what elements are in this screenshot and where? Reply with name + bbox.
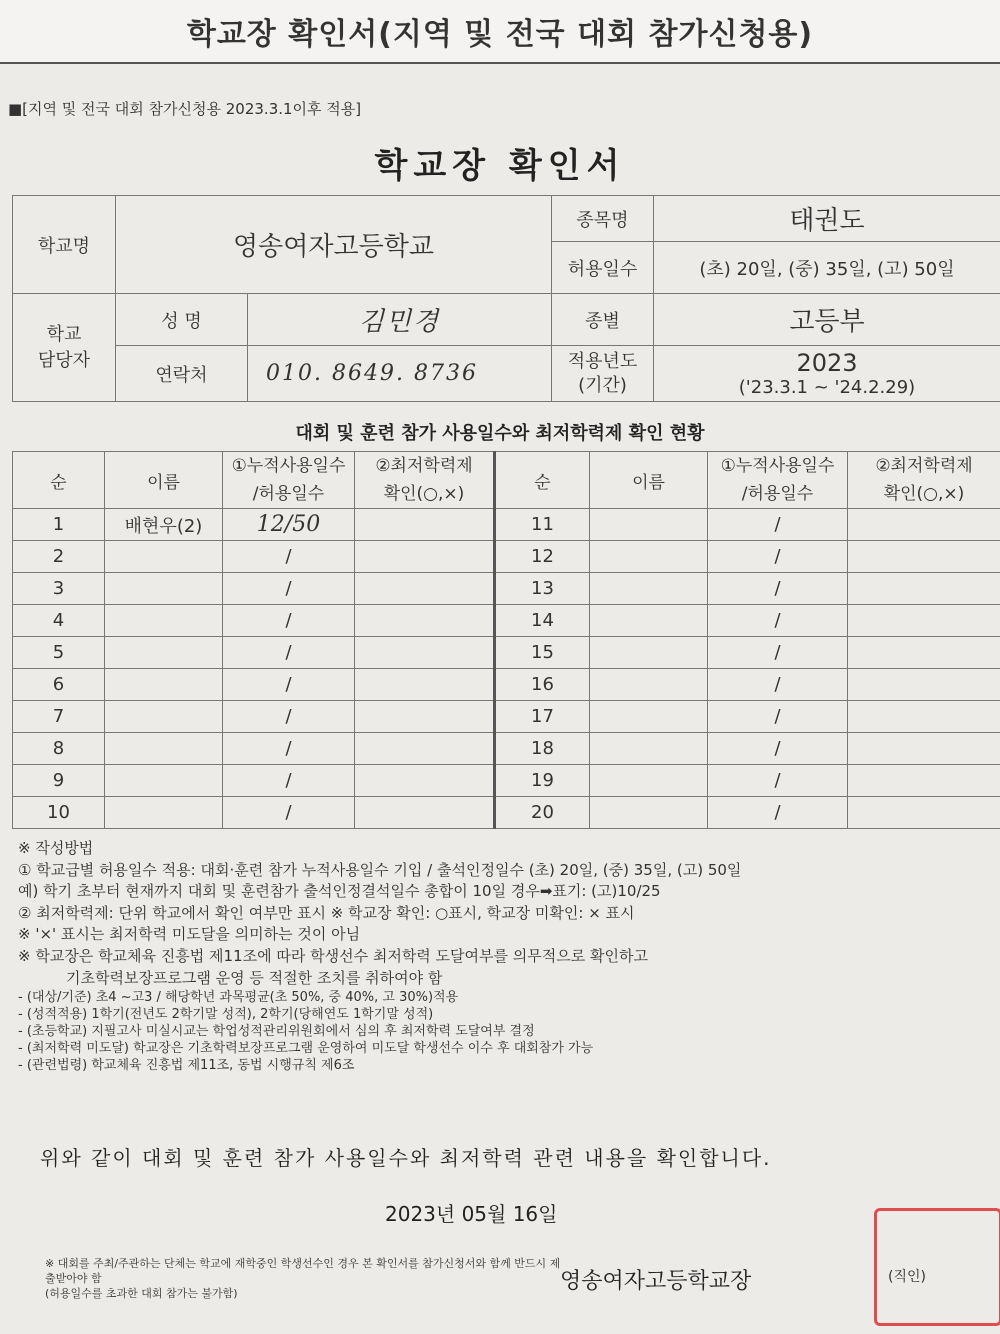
school-name: 영송여자고등학교 — [116, 196, 552, 294]
table-row — [13, 573, 1000, 605]
category-label: 종별 — [552, 294, 654, 346]
header-no: 순 — [13, 452, 105, 509]
cell-days: / — [708, 573, 848, 605]
cell-no: 2 — [13, 541, 105, 573]
cell-check — [848, 669, 1000, 701]
cell-check — [848, 797, 1000, 829]
cell-check — [848, 573, 1000, 605]
cell-name — [105, 733, 223, 765]
footnotes — [45, 1256, 565, 1301]
cell-days: / — [223, 701, 355, 733]
cell-no: 8 — [13, 733, 105, 765]
cell-no: 4 — [13, 605, 105, 637]
usage-table-body — [13, 509, 1000, 829]
cell-days: / — [708, 765, 848, 797]
cell-name — [590, 605, 708, 637]
cell-check — [355, 541, 495, 573]
cell-name — [590, 733, 708, 765]
cell-days: / — [223, 733, 355, 765]
table-row — [13, 765, 1000, 797]
cell-days: / — [708, 797, 848, 829]
cell-no: 20 — [495, 797, 590, 829]
cell-days: 12/50 — [223, 509, 355, 541]
cell-check — [355, 797, 495, 829]
cell-name — [590, 669, 708, 701]
note-line: - (성적적용) 1학기(전년도 2학기말 성적), 2학기(당해연도 1학기말 성적) — [18, 1007, 434, 1023]
cell-no: 18 — [495, 733, 590, 765]
note-line: 예) 학기 초부터 현재까지 대회 및 훈련참가 출석인정결석일수 총합이 10일 경우➡표기: (고)10/25 — [18, 882, 661, 901]
cell-check — [848, 701, 1000, 733]
cell-days: / — [708, 605, 848, 637]
cell-no: 7 — [13, 701, 105, 733]
section-title: 대회 및 훈련 참가 사용일수와 최저학력제 확인 현황 — [295, 423, 705, 444]
cell-days: / — [223, 605, 355, 637]
cell-no: 17 — [495, 701, 590, 733]
cell-name — [105, 605, 223, 637]
cell-days: / — [708, 637, 848, 669]
cell-name: 배현우(2) — [105, 509, 223, 541]
contact-label: 연락처 — [116, 346, 248, 402]
cell-name — [105, 797, 223, 829]
table-row — [13, 541, 1000, 573]
confirm-statement: 위와 같이 대회 및 훈련 참가 사용일수와 최저학력 관련 내용을 확인합니다. — [40, 1146, 772, 1170]
table-row — [13, 605, 1000, 637]
cell-name — [105, 765, 223, 797]
issue-date: 2023년 05월 16일 — [385, 1202, 558, 1226]
cell-name — [590, 701, 708, 733]
cell-name — [590, 797, 708, 829]
header-name: 이름 — [590, 452, 708, 509]
cell-no: 16 — [495, 669, 590, 701]
cell-no: 15 — [495, 637, 590, 669]
banner-title: 학교장 확인서(지역 및 전국 대회 참가신청용) — [0, 0, 1000, 64]
header-min-academic: ②최저학력제 확인(○,×) — [848, 452, 1000, 509]
cell-check — [848, 637, 1000, 669]
cell-days: / — [223, 573, 355, 605]
cell-name — [590, 541, 708, 573]
period-value: ('23.3.1 ~ '24.2.29) — [738, 377, 916, 398]
manager-label: 학교 담당자 — [13, 294, 116, 402]
cell-name — [590, 573, 708, 605]
footnote-line: ※ 대회를 주최/주관하는 단체는 학교에 재학중인 학생선수인 경우 본 확인서를 참가신청서와 함께 반드시 제출받아야 함 — [45, 1257, 561, 1285]
usage-table — [12, 451, 1000, 829]
cell-no: 1 — [13, 509, 105, 541]
cell-check — [355, 637, 495, 669]
header-name: 이름 — [105, 452, 223, 509]
note-line: 기초학력보장프로그램 운영 등 적절한 조치를 취하여야 함 — [66, 968, 443, 987]
cell-days: / — [223, 637, 355, 669]
cell-no: 13 — [495, 573, 590, 605]
cell-no: 9 — [13, 765, 105, 797]
cell-days: / — [223, 669, 355, 701]
document-title: 학교장 확인서 — [374, 146, 626, 186]
cell-check — [848, 733, 1000, 765]
cell-days: / — [708, 669, 848, 701]
cell-name — [105, 573, 223, 605]
cell-no: 5 — [13, 637, 105, 669]
document-label: ■[지역 및 전국 대회 참가신청용 2023.3.1이후 적용] — [8, 100, 362, 118]
cell-no: 3 — [13, 573, 105, 605]
cell-no: 12 — [495, 541, 590, 573]
cell-check — [355, 765, 495, 797]
year-value: 2023 — [796, 349, 858, 377]
cell-name — [105, 669, 223, 701]
cell-check — [355, 605, 495, 637]
note-line: - (대상/기준) 초4 ~고3 / 해당학년 과목평균(초 50%, 중 40%, 고 30%)적용 — [18, 990, 459, 1006]
contact-value: 010. 8649. 8736 — [248, 346, 552, 402]
info-table — [12, 195, 1000, 402]
table-row — [13, 669, 1000, 701]
cell-no: 10 — [13, 797, 105, 829]
cell-days: / — [708, 541, 848, 573]
cell-no: 6 — [13, 669, 105, 701]
category-value: 고등부 — [654, 294, 1000, 346]
cell-check — [848, 541, 1000, 573]
year-cell — [654, 346, 1000, 402]
header-no: 순 — [495, 452, 590, 509]
cell-name — [590, 765, 708, 797]
table-row — [13, 509, 1000, 541]
header-cumulative: ①누적사용일수 /허용일수 — [223, 452, 355, 509]
allowed-days-value: (초) 20일, (중) 35일, (고) 50일 — [654, 242, 1000, 294]
cell-no: 19 — [495, 765, 590, 797]
cell-days: / — [708, 733, 848, 765]
note-line: ※ 작성방법 — [18, 839, 94, 857]
table-row — [13, 797, 1000, 829]
principal-name: 영송여자고등학교장 — [560, 1269, 752, 1294]
name-label: 성 명 — [116, 294, 248, 346]
note-line: ※ 학교장은 학교체육 진흥법 제11조에 따라 학생선수 최저학력 도달여부를 의무적으로 확인하고 — [18, 946, 648, 965]
header-cumulative: ①누적사용일수 /허용일수 — [708, 452, 848, 509]
seal-label: (직인) — [888, 1269, 926, 1285]
cell-name — [105, 541, 223, 573]
note-line: - (초등학교) 지필고사 미실시교는 학업성적관리위원회에서 심의 후 최저학력 도달여부 결정 — [18, 1024, 535, 1040]
school-label: 학교명 — [13, 196, 116, 294]
header-min-academic: ②최저학력제 확인(○,×) — [355, 452, 495, 509]
cell-name — [105, 637, 223, 669]
cell-no: 14 — [495, 605, 590, 637]
note-line: - (관련법령) 학교체육 진흥법 제11조, 동법 시행규칙 제6조 — [18, 1058, 355, 1074]
cell-check — [355, 669, 495, 701]
cell-name — [590, 637, 708, 669]
sport-value: 태권도 — [654, 196, 1000, 242]
cell-check — [355, 573, 495, 605]
cell-check — [355, 701, 495, 733]
cell-days: / — [223, 541, 355, 573]
year-label: 적용년도 (기간) — [552, 346, 654, 402]
note-line: ① 학교급별 허용일수 적용: 대회·훈련 참가 누적사용일수 기입 / 출석인정일수 (초) 20일, (중) 35일, (고) 50일 — [18, 860, 742, 879]
notes-section — [18, 838, 993, 1074]
name-value: 김민경 — [248, 294, 552, 346]
table-row — [13, 637, 1000, 669]
note-line: - (최저학력 미도달) 학교장은 기초학력보장프로그램 운영하여 미도달 학생선수 이수 후 대회참가 가능 — [18, 1041, 594, 1057]
cell-days: / — [708, 509, 848, 541]
table-row — [13, 701, 1000, 733]
cell-name — [105, 701, 223, 733]
cell-check — [848, 509, 1000, 541]
cell-days: / — [708, 701, 848, 733]
allowed-days-label: 허용일수 — [552, 242, 654, 294]
table-row — [13, 733, 1000, 765]
sport-label: 종목명 — [552, 196, 654, 242]
cell-days: / — [223, 797, 355, 829]
cell-check — [848, 605, 1000, 637]
cell-no: 11 — [495, 509, 590, 541]
footnote-line: (허용일수를 초과한 대회 참가는 불가함) — [45, 1287, 238, 1300]
cell-check — [848, 765, 1000, 797]
note-line: ※ '×' 표시는 최저학력 미도달을 의미하는 것이 아님 — [18, 925, 361, 944]
note-line: ② 최저학력제: 단위 학교에서 확인 여부만 표시 ※ 학교장 확인: ○표시, 학교장 미확인: × 표시 — [18, 903, 635, 922]
cell-check — [355, 733, 495, 765]
cell-check — [355, 509, 495, 541]
cell-days: / — [223, 765, 355, 797]
cell-name — [590, 509, 708, 541]
